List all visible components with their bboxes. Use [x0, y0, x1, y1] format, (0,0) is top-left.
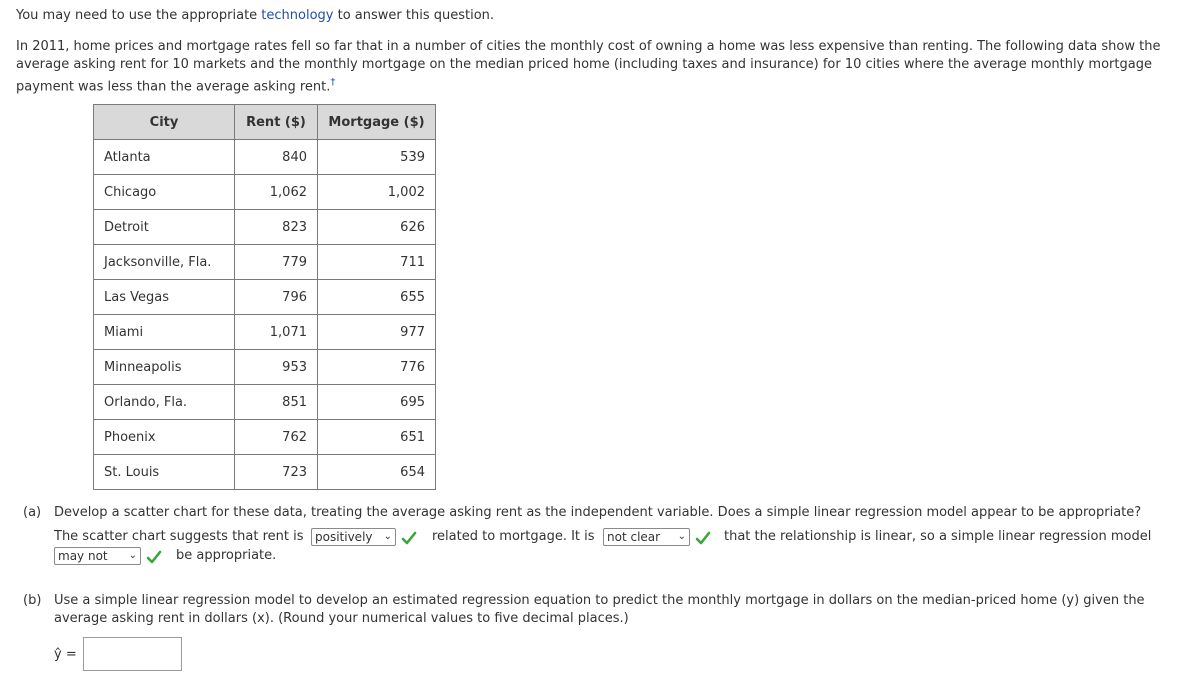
cell-rent: 796 — [235, 280, 318, 315]
table-row — [94, 175, 436, 210]
cell-mortgage: 655 — [318, 280, 436, 315]
table-row — [94, 455, 436, 490]
footnote-dagger[interactable]: † — [330, 77, 336, 88]
cell-city: Chicago — [94, 175, 235, 210]
regression-equation-input[interactable] — [83, 637, 182, 671]
cell-city: Jacksonville, Fla. — [94, 245, 235, 280]
header-mortgage: Mortgage ($) — [318, 105, 436, 140]
cell-city: Phoenix — [94, 420, 235, 455]
technology-link[interactable]: technology — [261, 8, 334, 23]
chevron-down-icon: ⌄ — [383, 531, 392, 542]
table-row — [94, 140, 436, 175]
check-icon — [146, 550, 162, 564]
intro-text: You may need to use the appropriate technology to answer this question. — [16, 8, 495, 23]
cell-mortgage: 651 — [318, 420, 436, 455]
cell-rent: 723 — [235, 455, 318, 490]
header-rent: Rent ($) — [235, 105, 318, 140]
part-a-text-3: that the relationship is linear, so a simple linear regression model — [724, 529, 1152, 544]
cell-rent: 779 — [235, 245, 318, 280]
cell-mortgage: 626 — [318, 210, 436, 245]
cell-mortgage: 977 — [318, 315, 436, 350]
cell-mortgage: 654 — [318, 455, 436, 490]
chevron-down-icon: ⌄ — [677, 531, 686, 542]
cell-rent: 840 — [235, 140, 318, 175]
part-a-label: (a) — [23, 505, 42, 520]
table-row — [94, 280, 436, 315]
cell-mortgage: 711 — [318, 245, 436, 280]
table-header-row — [94, 105, 436, 140]
cell-city: Detroit — [94, 210, 235, 245]
part-a-text-1: The scatter chart suggests that rent is — [54, 529, 304, 544]
cell-city: Las Vegas — [94, 280, 235, 315]
cell-mortgage: 1,002 — [318, 175, 436, 210]
table-row — [94, 315, 436, 350]
cell-mortgage: 539 — [318, 140, 436, 175]
appropriateness-select[interactable]: may not ⌄ — [54, 547, 141, 565]
part-a-text-2: related to mortgage. It is — [432, 529, 595, 544]
table-row — [94, 210, 436, 245]
cell-city: Minneapolis — [94, 350, 235, 385]
chevron-down-icon: ⌄ — [128, 550, 137, 561]
table-row — [94, 350, 436, 385]
rent-direction-select[interactable]: positively ⌄ — [311, 528, 396, 546]
cell-rent: 953 — [235, 350, 318, 385]
cell-rent: 1,071 — [235, 315, 318, 350]
yhat-label: ŷ = — [54, 647, 77, 662]
problem-description: In 2011, home prices and mortgage rates fell so far that in a number of cities the monthly cost of owning a home was less expensive than renting. The following data show the average asking rent for 10 markets and the monthly mortgage on the median priced home (including taxes and insurance) for 10 cities where the average monthly mortgage payment was less than the average asking rent.† — [16, 39, 1161, 95]
part-a-question: Develop a scatter chart for these data, treating the average asking rent as the independent variable. Does a simple linear regression model appear to be appropriate? — [54, 505, 1142, 520]
rent-mortgage-table — [93, 104, 436, 490]
table-row — [94, 245, 436, 280]
cell-rent: 851 — [235, 385, 318, 420]
cell-mortgage: 695 — [318, 385, 436, 420]
cell-rent: 1,062 — [235, 175, 318, 210]
part-b-label: (b) — [23, 593, 42, 608]
cell-city: Atlanta — [94, 140, 235, 175]
table-row — [94, 420, 436, 455]
check-icon — [401, 531, 417, 545]
cell-city: Miami — [94, 315, 235, 350]
header-city: City — [94, 105, 235, 140]
part-a-text-4: be appropriate. — [176, 548, 277, 563]
part-b-question: Use a simple linear regression model to develop an estimated regression equation to predict the monthly mortgage in dollars on the median-priced home (y) given the average asking rent in dollars (x). (Round your numerical values to five decimal places.) — [54, 593, 1145, 626]
check-icon — [695, 531, 711, 545]
linearity-select[interactable]: not clear ⌄ — [603, 528, 690, 546]
cell-city: Orlando, Fla. — [94, 385, 235, 420]
table-row — [94, 385, 436, 420]
cell-mortgage: 776 — [318, 350, 436, 385]
cell-rent: 823 — [235, 210, 318, 245]
cell-rent: 762 — [235, 420, 318, 455]
cell-city: St. Louis — [94, 455, 235, 490]
